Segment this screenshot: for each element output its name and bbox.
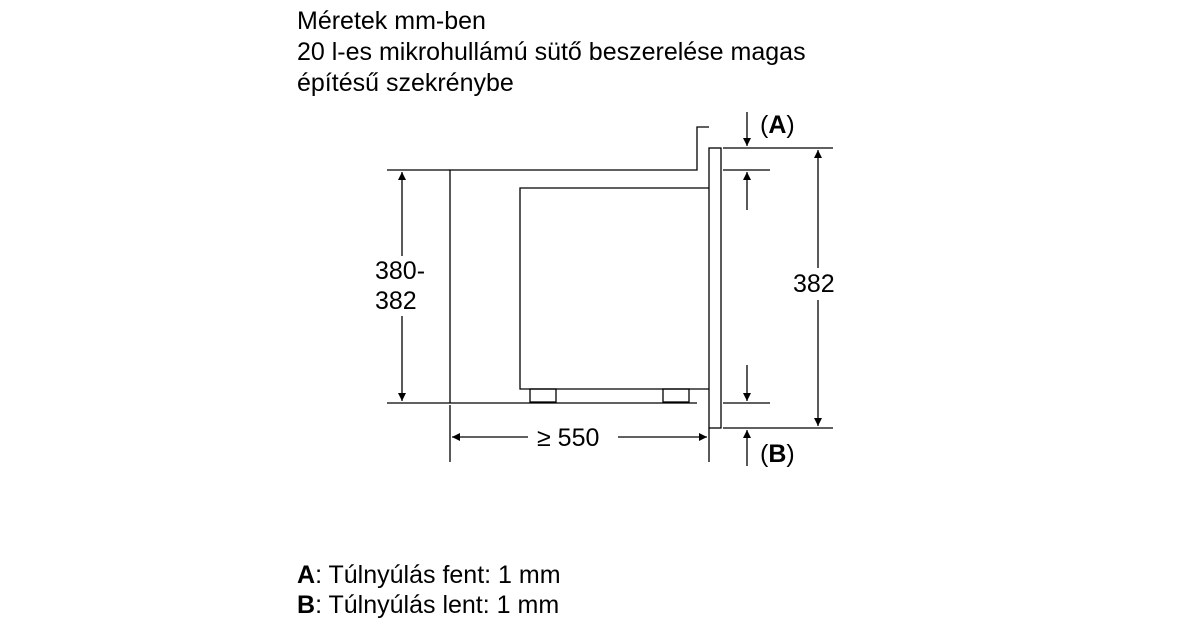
title-line-1: Méretek mm-ben bbox=[297, 7, 486, 35]
legend-key-a: A bbox=[297, 561, 316, 589]
microwave-front-frame bbox=[709, 148, 721, 428]
legend-text-b: : Túlnyúlás lent: 1 mm bbox=[315, 591, 560, 619]
title-line-3: építésű szekrénybe bbox=[297, 69, 514, 97]
front-height-value: 382 bbox=[793, 270, 835, 298]
microwave-foot-rear bbox=[530, 389, 556, 402]
microwave-foot-front bbox=[663, 389, 689, 402]
legend bbox=[297, 560, 561, 620]
cabinet-height-label-1: 380- bbox=[375, 257, 426, 285]
front-height-label bbox=[793, 270, 835, 298]
legend-item-b bbox=[297, 590, 561, 620]
legend-text-a: : Túlnyúlás fent: 1 mm bbox=[315, 561, 561, 589]
microwave-body bbox=[520, 188, 709, 389]
marker-b-letter: B bbox=[768, 440, 787, 468]
marker-a: (A) bbox=[760, 111, 795, 139]
depth-label: ≥ 550 bbox=[537, 424, 600, 452]
cabinet-height-label-2: 382 bbox=[375, 287, 417, 315]
cabinet-outline bbox=[450, 127, 709, 403]
legend-item-a bbox=[297, 560, 561, 590]
marker-b: (B) bbox=[760, 440, 795, 468]
legend-key-b: B bbox=[297, 591, 316, 619]
title-line-2: 20 l-es mikrohullámú sütő beszerelése magas bbox=[297, 38, 806, 66]
marker-a-letter: A bbox=[768, 111, 787, 139]
